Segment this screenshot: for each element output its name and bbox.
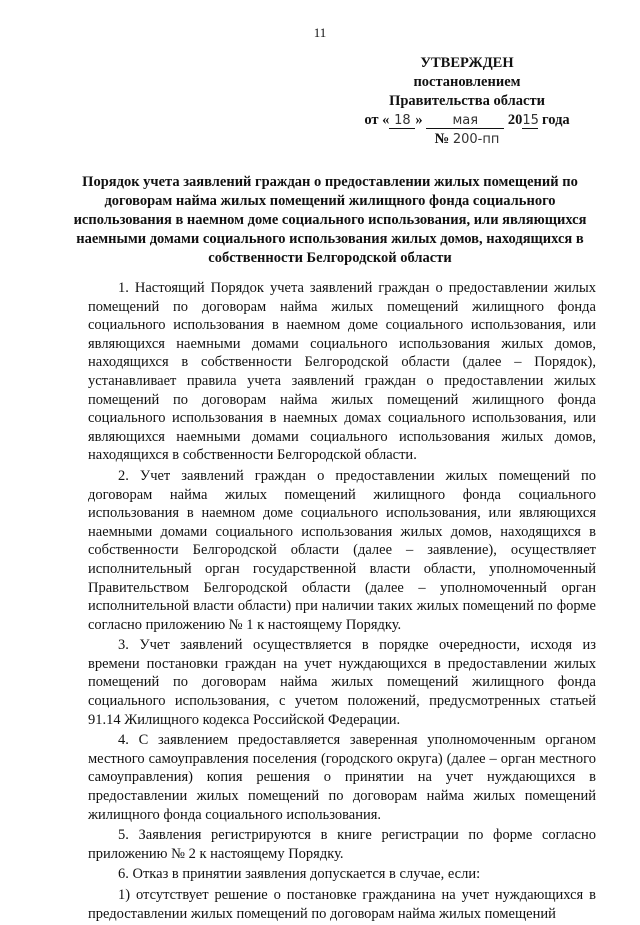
date-day: 18 (389, 113, 415, 129)
paragraph-6-item-1: 1) отсутствует решение о постановке гражданина на учет нуждающихся в предоставлении жилых помещений по договорам найма жилых помещений (88, 887, 596, 922)
document-title: Порядок учета заявлений граждан о предоставлении жилых помещений по договорам найма жилых помещений жилищного фонда социального использования в наемном доме социального использования, или являющихся наемными домами социального использования жилых домов, находящихся в собственности Белгородской области (73, 174, 587, 266)
approval-title: УТВЕРЖДЕН (420, 55, 514, 71)
page-number: 11 (313, 25, 327, 40)
number-value: 200-пп (452, 132, 500, 147)
approval-block (352, 54, 582, 149)
paragraph-3: 3. Учет заявлений осуществляется в порядке очередности, исходя из времени постановки граждан на учет нуждающихся в предоставлении жилых помещений по договорам найма жилых помещений жилищного фонда социального использования, с учетом положений, предусмотренных статьей 91.14 Жилищного кодекса Российской Федерации. (88, 637, 596, 728)
paragraph-1: 1. Настоящий Порядок учета заявлений граждан о предоставлении жилых помещений по договорам найма жилых помещений жилищного фонда социального использования в наемном доме социального использования, или являющихся наемными домами социального использования жилых домов, находящихся в собственности Белгородской области (далее – Порядок), устанавливает правила учета заявлений граждан о предоставлении жилых помещений по договорам найма жилых помещений жилищного фонда социального использования в наемных домах социального использования, или являющихся наемными домами социального использования жилых домов, находящихся в собственности Белгородской области. (88, 280, 596, 464)
date-prefix: от « (364, 112, 390, 128)
date-mid: » (415, 112, 423, 128)
paragraph-5: 5. Заявления регистрируются в книге регистрации по форме согласно приложению № 2 к настоящему Порядку. (88, 827, 596, 862)
approval-number-line (352, 130, 582, 149)
approval-line-resolution: постановлением (413, 74, 521, 90)
document-body (88, 279, 596, 925)
approval-line-government: Правительства области (389, 93, 545, 109)
date-year-prefix: 20 (507, 112, 523, 128)
date-suffix: года (542, 112, 570, 128)
date-year-suffix: 15 (522, 113, 539, 128)
paragraph-4: 4. С заявлением предоставляется заверенная уполномоченным органом местного самоуправления поселения (городского округа) (далее – орган местного самоуправления) копия решения о принятии на учет нуждающихся в предоставлении жилых помещений по договорам найма жилых помещений жилищного фонда социального использования. (88, 732, 596, 823)
number-prefix: № (434, 131, 450, 147)
paragraph-2: 2. Учет заявлений граждан о предоставлении жилых помещений по договорам найма жилых помещений жилищного фонда социального использования в наемном доме социального использования, или являющихся наемными домами социального использования жилых домов, находящихся в собственности Белгородской области (далее – заявление), осуществляет исполнительный орган государственной власти области, уполномоченный Правительством Белгородской области (далее – уполномоченный орган исполнительной власти области) при наличии таких жилых помещений по форме согласно приложению № 1 к настоящему Порядку. (88, 467, 596, 633)
paragraph-6: 6. Отказ в принятии заявления допускается в случае, если: (118, 866, 481, 883)
date-month: мая (426, 113, 504, 129)
approval-date-line (352, 111, 582, 130)
